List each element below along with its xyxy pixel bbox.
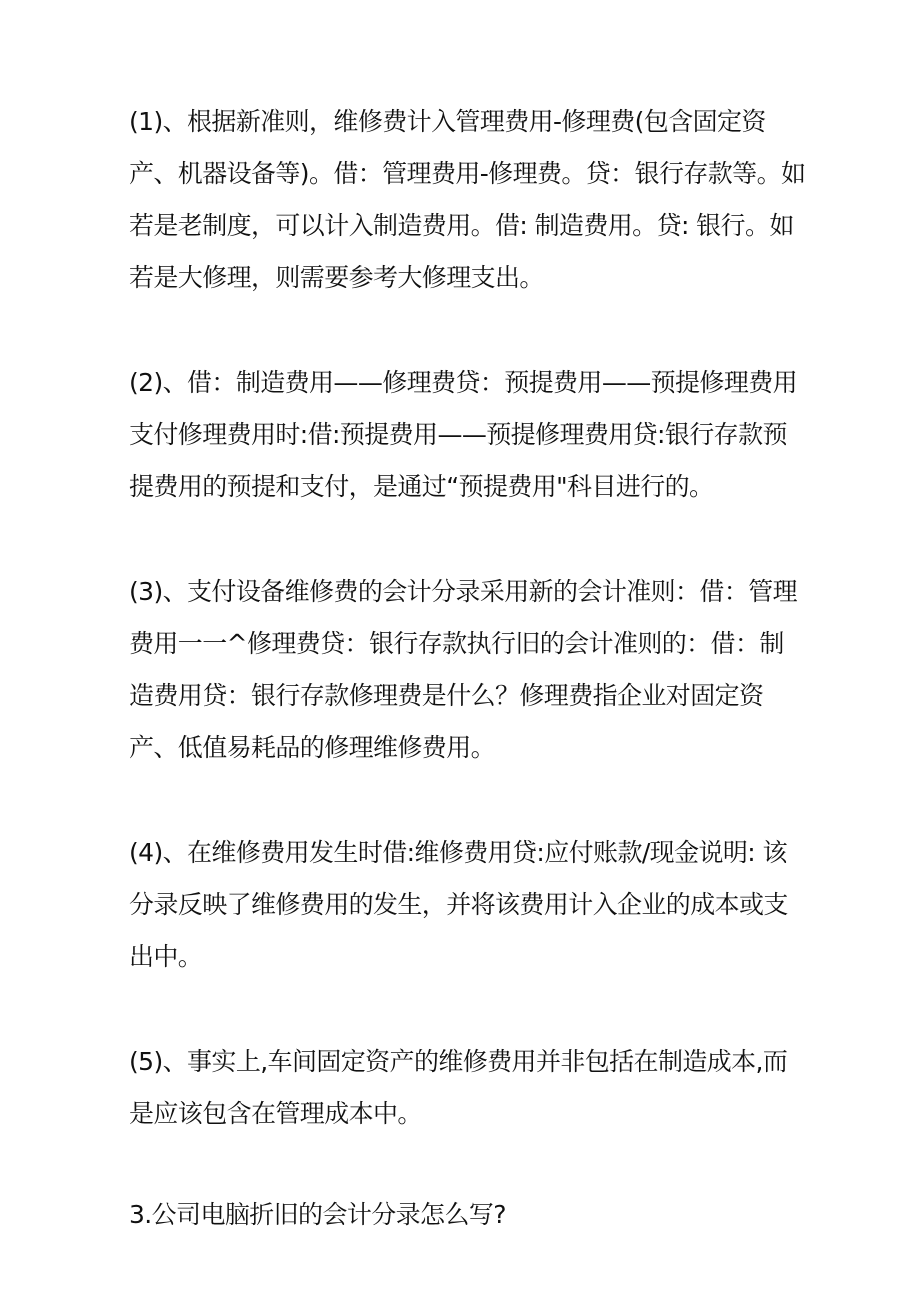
paragraph-5: (5)、事实上,车间固定资产的维修费用并非包括在制造成本,而是应该包含在管理成本中。 <box>129 1047 788 1128</box>
section-heading: 3.公司电脑折旧的会计分录怎么写? <box>129 1200 506 1229</box>
paragraph-2: (2)、借：制造费用——修理费贷：预提费用——预提修理费用支付修理费用时:借:预提费用——预提修理费用贷:银行存款预提费用的预提和支付，是通过“预提费用"科目进行的。 <box>129 368 798 501</box>
paragraph-4: (4)、在维修费用发生时借:维修费用贷:应付账款/现金说明: 该分录反映了维修费用的发生，并将该费用计入企业的成本或支出中。 <box>129 838 788 971</box>
paragraph-1: (1)、根据新准则，维修费计入管理费用-修理费(包含固定资产、机器设备等)。借：管理费用-修理费。贷：银行存款等。如若是老制度，可以计入制造费用。借: 制造费用。贷: 银行。如若是大修理，则需要参考大修理支出。 <box>129 107 806 292</box>
document-body <box>129 96 807 1266</box>
paragraph-3: (3)、支付设备维修费的会计分录采用新的会计准则：借：管理费用一一^修理费贷：银行存款执行旧的会计准则的：借：制造费用贷：银行存款修理费是什么？修理费指企业对固定资产、低值易耗品的修理维修费用。 <box>129 577 798 762</box>
